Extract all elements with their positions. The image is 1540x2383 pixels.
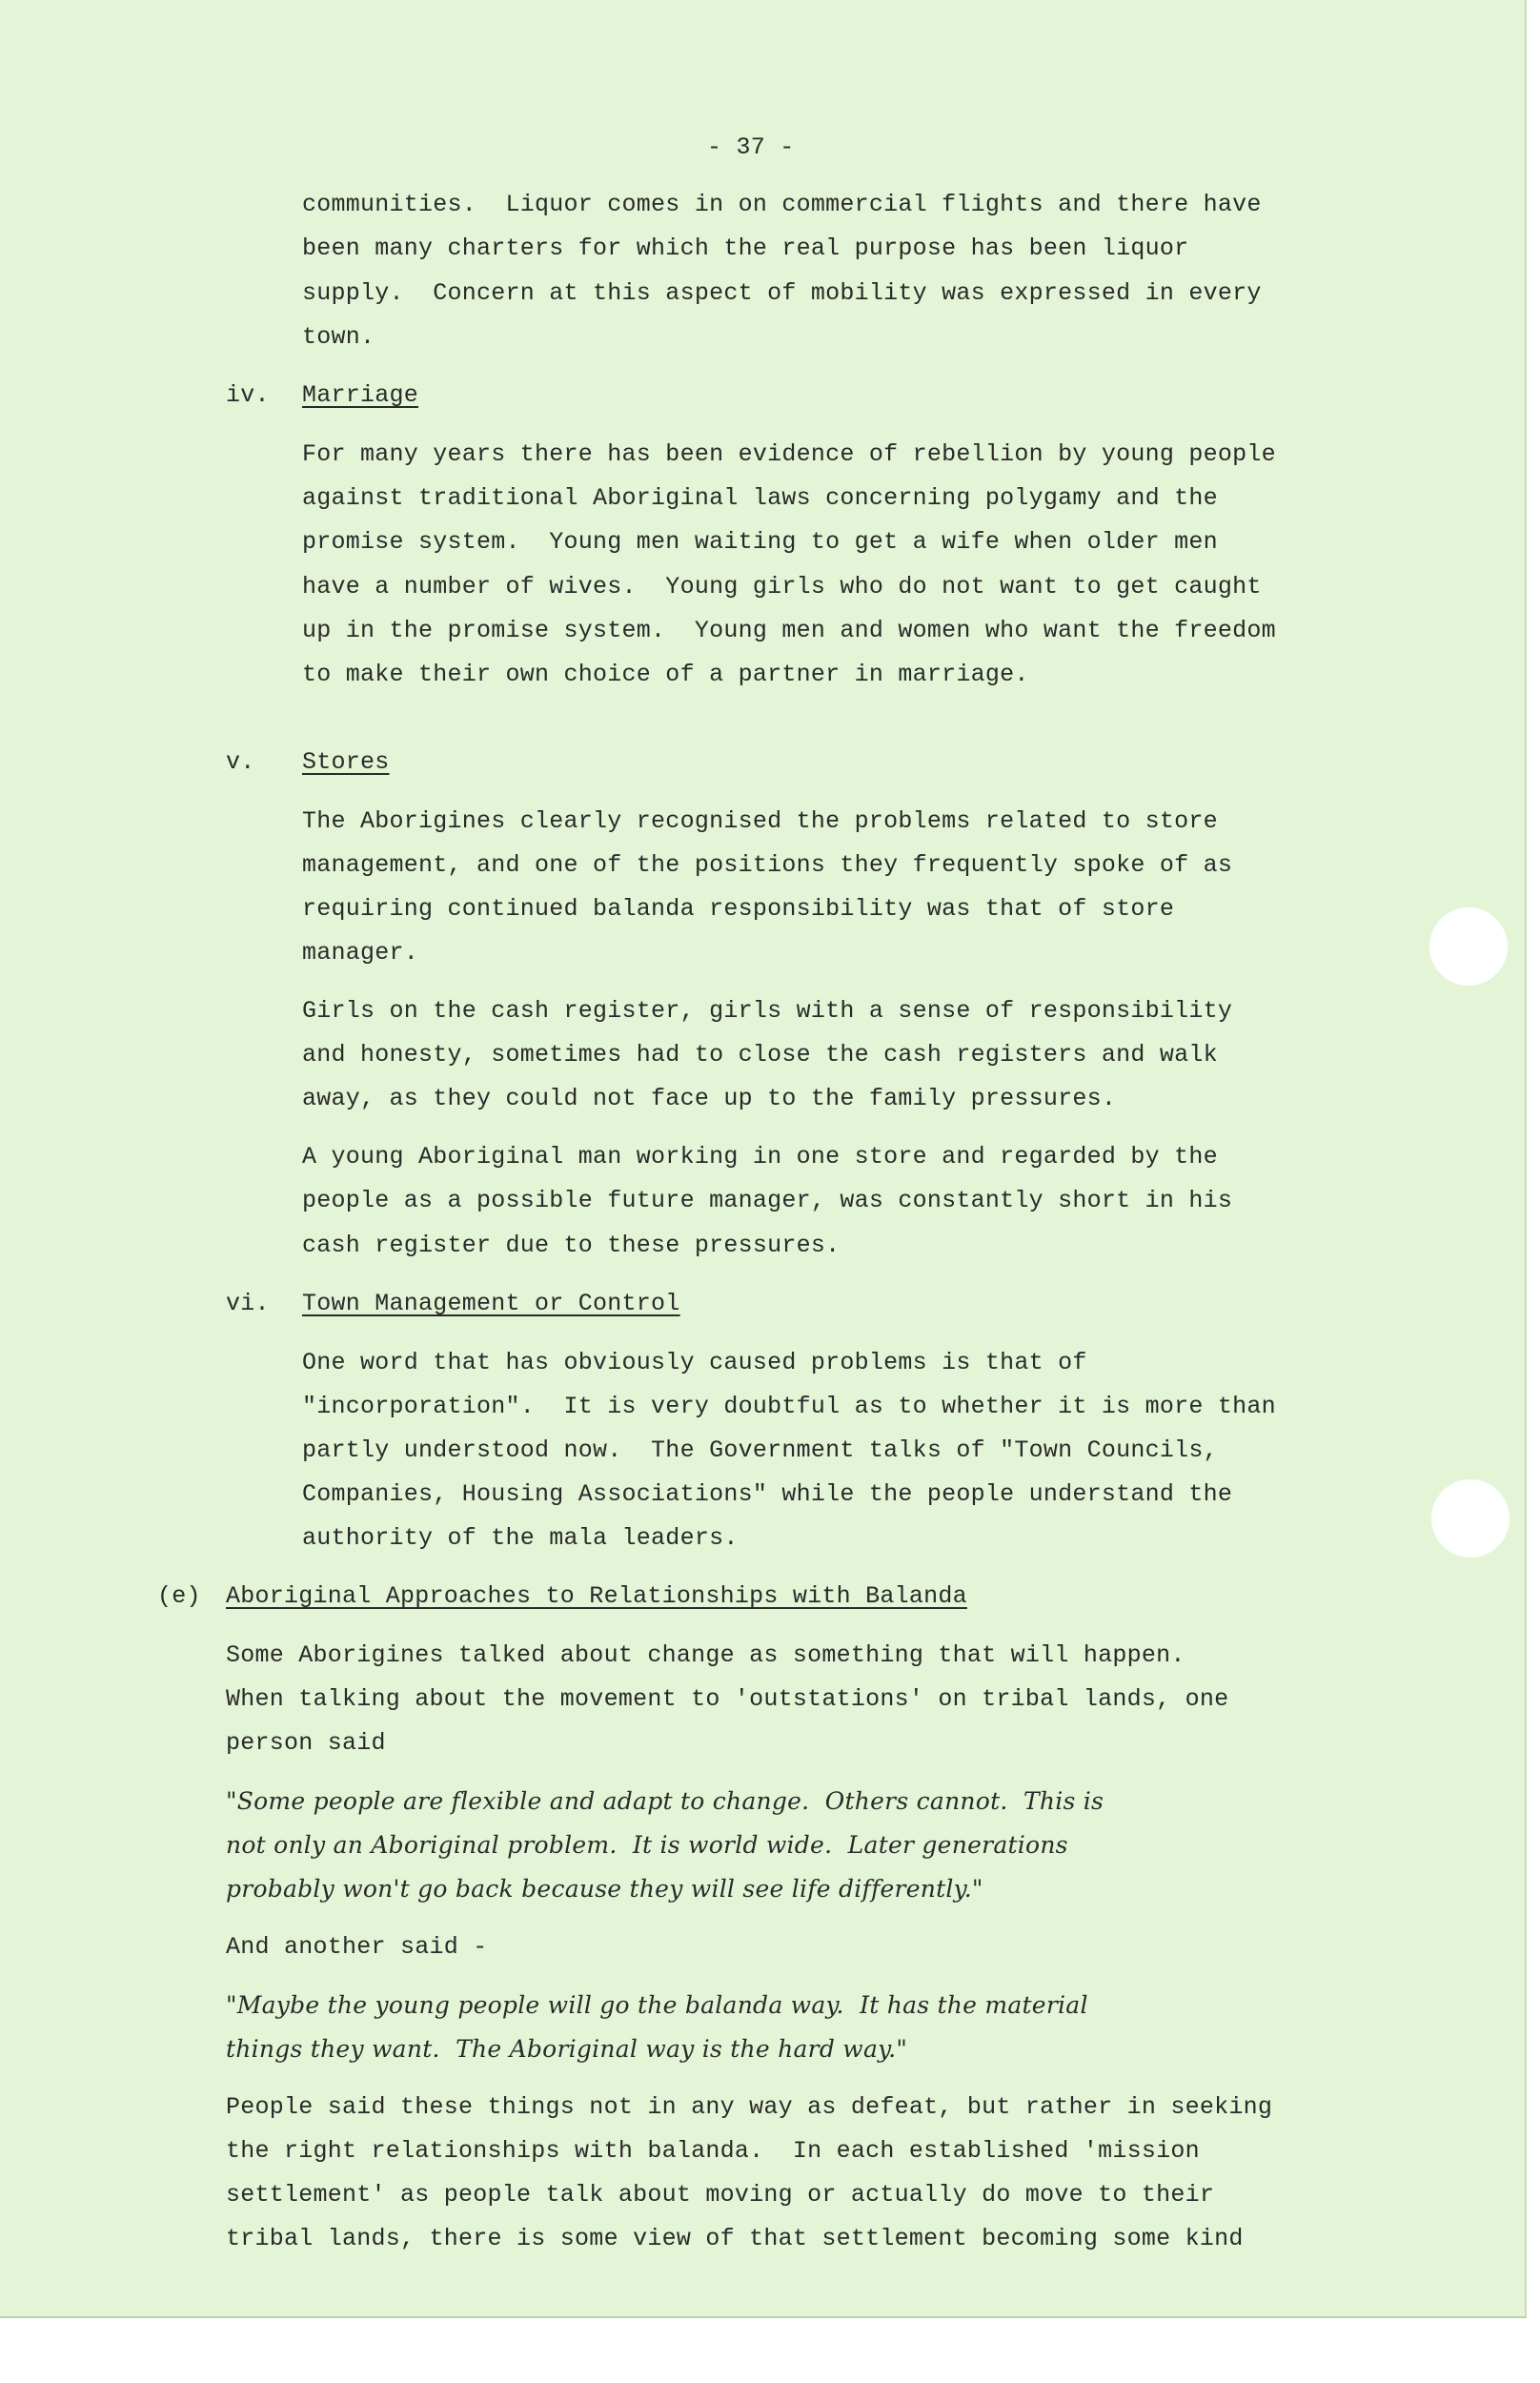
section-heading: Aboriginal Approaches to Relationships with Balanda: [226, 1582, 967, 1610]
body-line: supply. Concern at this aspect of mobility was expressed in every: [302, 279, 1262, 307]
body-line: The Aborigines clearly recognised the problems related to store: [302, 807, 1218, 835]
body-line: tribal lands, there is some view of that settlement becoming some kind: [226, 2225, 1244, 2252]
body-line: partly understood now. The Government talks of "Town Councils,: [302, 1436, 1218, 1464]
body-line: the right relationships with balanda. In each established 'mission: [226, 2137, 1200, 2165]
body-line: been many charters for which the real purpose has been liquor: [302, 234, 1189, 262]
quote-line: "Some people are flexible and adapt to change. Others cannot. This is: [226, 1787, 1104, 1815]
section-number: v.: [226, 748, 255, 776]
body-line: manager.: [302, 939, 419, 967]
body-line: and honesty, sometimes had to close the cash registers and walk: [302, 1041, 1218, 1069]
section-heading: Marriage: [302, 381, 419, 409]
body-line: away, as they could not face up to the family pressures.: [302, 1085, 1117, 1112]
body-line: One word that has obviously caused problems is that of: [302, 1349, 1087, 1376]
body-line: Companies, Housing Associations" while the people understand the: [302, 1480, 1233, 1508]
section-heading: Town Management or Control: [302, 1290, 680, 1317]
punch-hole: [1431, 1479, 1510, 1558]
body-line: Girls on the cash register, girls with a sense of responsibility: [302, 997, 1233, 1025]
quote-line: things they want. The Aboriginal way is the hard way.": [226, 2035, 908, 2063]
body-line: people as a possible future manager, was constantly short in his: [302, 1187, 1233, 1214]
body-line: settlement' as people talk about moving or actually do move to their: [226, 2181, 1215, 2209]
body-line: communities. Liquor comes in on commercial flights and there have: [302, 191, 1262, 218]
body-line: management, and one of the positions they frequently spoke of as: [302, 851, 1233, 879]
body-line: cash register due to these pressures.: [302, 1232, 841, 1259]
section-heading: Stores: [302, 748, 390, 776]
section-number: vi.: [226, 1290, 270, 1317]
body-line: to make their own choice of a partner in marriage.: [302, 661, 1029, 688]
body-line: against traditional Aboriginal laws concerning polygamy and the: [302, 484, 1218, 512]
quote-line: "Maybe the young people will go the balanda way. It has the material: [226, 1991, 1088, 2019]
body-line: have a number of wives. Young girls who do not want to get caught: [302, 573, 1262, 601]
body-line: authority of the mala leaders.: [302, 1524, 739, 1552]
body-line: People said these things not in any way as defeat, but rather in seeking: [226, 2093, 1273, 2121]
body-line: A young Aboriginal man working in one store and regarded by the: [302, 1143, 1218, 1171]
body-line: person said: [226, 1729, 386, 1757]
punch-hole: [1429, 907, 1508, 986]
body-line: "incorporation". It is very doubtful as to whether it is more than: [302, 1393, 1276, 1420]
quote-line: probably won't go back because they will see life differently.": [226, 1875, 983, 1903]
body-line: When talking about the movement to 'outstations' on tribal lands, one: [226, 1685, 1229, 1713]
body-line: And another said -: [226, 1933, 488, 1961]
body-line: requiring continued balanda responsibility was that of store: [302, 895, 1175, 923]
body-line: Some Aborigines talked about change as something that will happen.: [226, 1641, 1185, 1669]
section-number: iv.: [226, 381, 270, 409]
section-number: (e): [157, 1582, 201, 1610]
quote-line: not only an Aboriginal problem. It is world wide. Later generations: [226, 1831, 1068, 1859]
body-line: For many years there has been evidence of rebellion by young people: [302, 440, 1276, 468]
page-number: - 37 -: [707, 133, 795, 161]
body-line: up in the promise system. Young men and women who want the freedom: [302, 617, 1276, 644]
body-line: town.: [302, 323, 375, 351]
body-line: promise system. Young men waiting to get a wife when older men: [302, 528, 1218, 556]
